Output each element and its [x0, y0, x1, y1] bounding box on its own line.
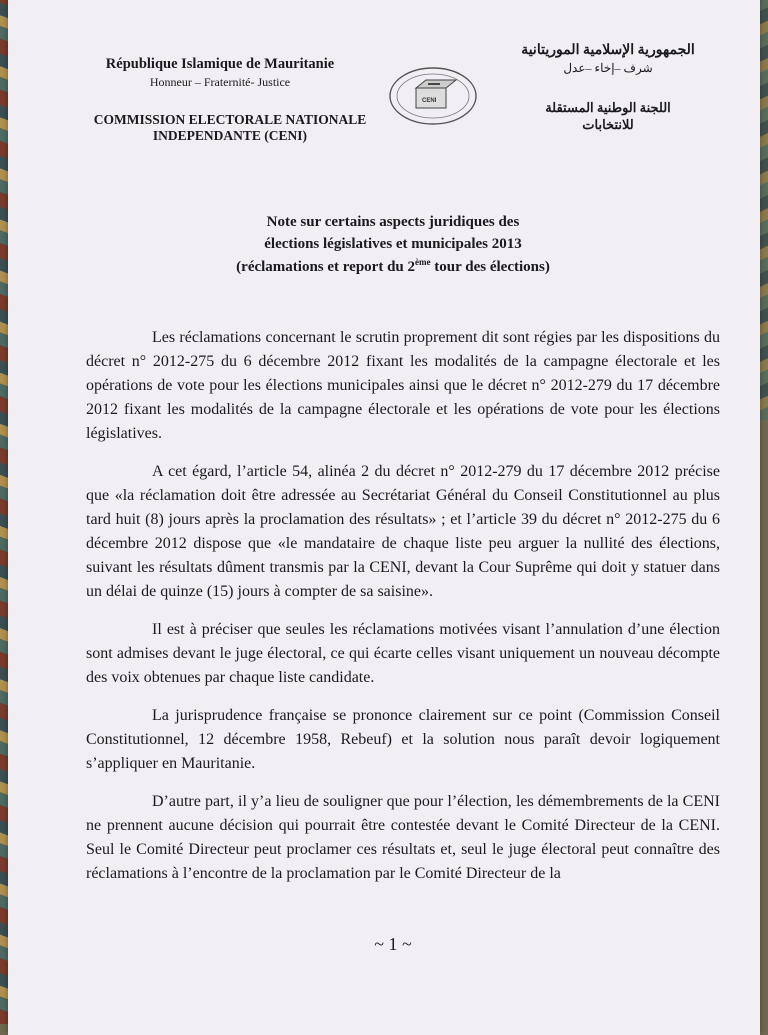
logo-text: CENI [422, 98, 437, 104]
ceni-line-1: COMMISSION ELECTORALE NATIONALE [93, 112, 367, 127]
title-line-3 [158, 256, 628, 279]
paragraph: La jurisprudence française se prononce clairement sur ce point (Commission Conseil Constitutionnel, 12 décembre 1958, Rebeuf) et la solution nous paraît devoir logiquement s’appliquer en Mauritanie. [86, 707, 720, 772]
ceni-logo [388, 66, 478, 126]
title-superscript: ème [415, 256, 431, 267]
ceni-name-fr [90, 112, 370, 143]
paragraph: D’autre part, il y’a lieu de souligner que pour l’élection, les démembrements de la CENI ne prennent aucune décision qui pourrait être contestée devant le Comité Directeur de la CENI. Seul le Comité Directeur peut proclamer ces résultats et, seul le juge électoral peut connaître des réclamations à l’encontre de la proclamation par le Comité Directeur de la [86, 793, 720, 882]
ceni-ar-line-1: اللجنة الوطنية المستقلة [545, 100, 671, 115]
title-line-2: élections législatives et municipales 2013 [264, 235, 522, 252]
ceni-line-2: INDEPENDANTE (CENI) [152, 127, 308, 143]
document-page [8, 0, 760, 1035]
paragraph: Il est à préciser que seules les réclamations motivées visant l’annulation d’une élection sont admises devant le juge électoral, ce qui écarte celles visant uniquement un nouveau décompte des voix obtenues par chaque liste candidate. [86, 621, 720, 686]
document-body [86, 326, 720, 900]
title-line-3-post: tour des élections) [430, 258, 550, 275]
country-name-fr: République Islamique de Mauritanie [105, 56, 335, 72]
motto-ar: شرف –إخاء –عدل [563, 61, 653, 75]
title-line-3-pre: (réclamations et report du 2 [236, 258, 416, 275]
ceni-ar-line-2: للانتخابات [582, 116, 634, 132]
title-line-1: Note sur certains aspects juridiques des [266, 214, 520, 230]
ceni-name-ar [508, 100, 708, 134]
header-right-arabic [508, 42, 708, 134]
paragraph: Les réclamations concernant le scrutin proprement dit sont régies par les dispositions du décret n° 2012-275 du 6 décembre 2012 fixant les modalités de la campagne électorale et les opérations de vote pour les élections municipales ainsi que le décret n° 2012-279 du 17 décembre 2012 fixant les modalités de la campagne électorale et les opérations de vote pour les élections législatives. [86, 329, 720, 442]
motto-fr: Honneur – Fraternité- Justice [149, 75, 291, 89]
country-name-ar: الجمهورية الإسلامية الموريتانية [521, 43, 695, 58]
header-left [90, 56, 380, 143]
document-title [158, 212, 628, 278]
paragraph: A cet égard, l’article 54, alinéa 2 du décret n° 2012-279 du 17 décembre 2012 précise que «la réclamation doit être adressée au Secrétariat Général du Conseil Constitutionnel au plus tard huit (8) jours après la proclamation des résultats» ; et l’article 39 du décret n° 2012-275 du 6 décembre 2012 dispose que «le mandataire de chaque liste peu arguer la nullité des élections, suivant les résultats dûment transmis par la CENI, devant la Cour Suprême qui doit y statuer dans un délai de quinze (15) jours à compter de sa saisine». [86, 463, 720, 600]
page-number: ~ 1 ~ [374, 934, 412, 954]
